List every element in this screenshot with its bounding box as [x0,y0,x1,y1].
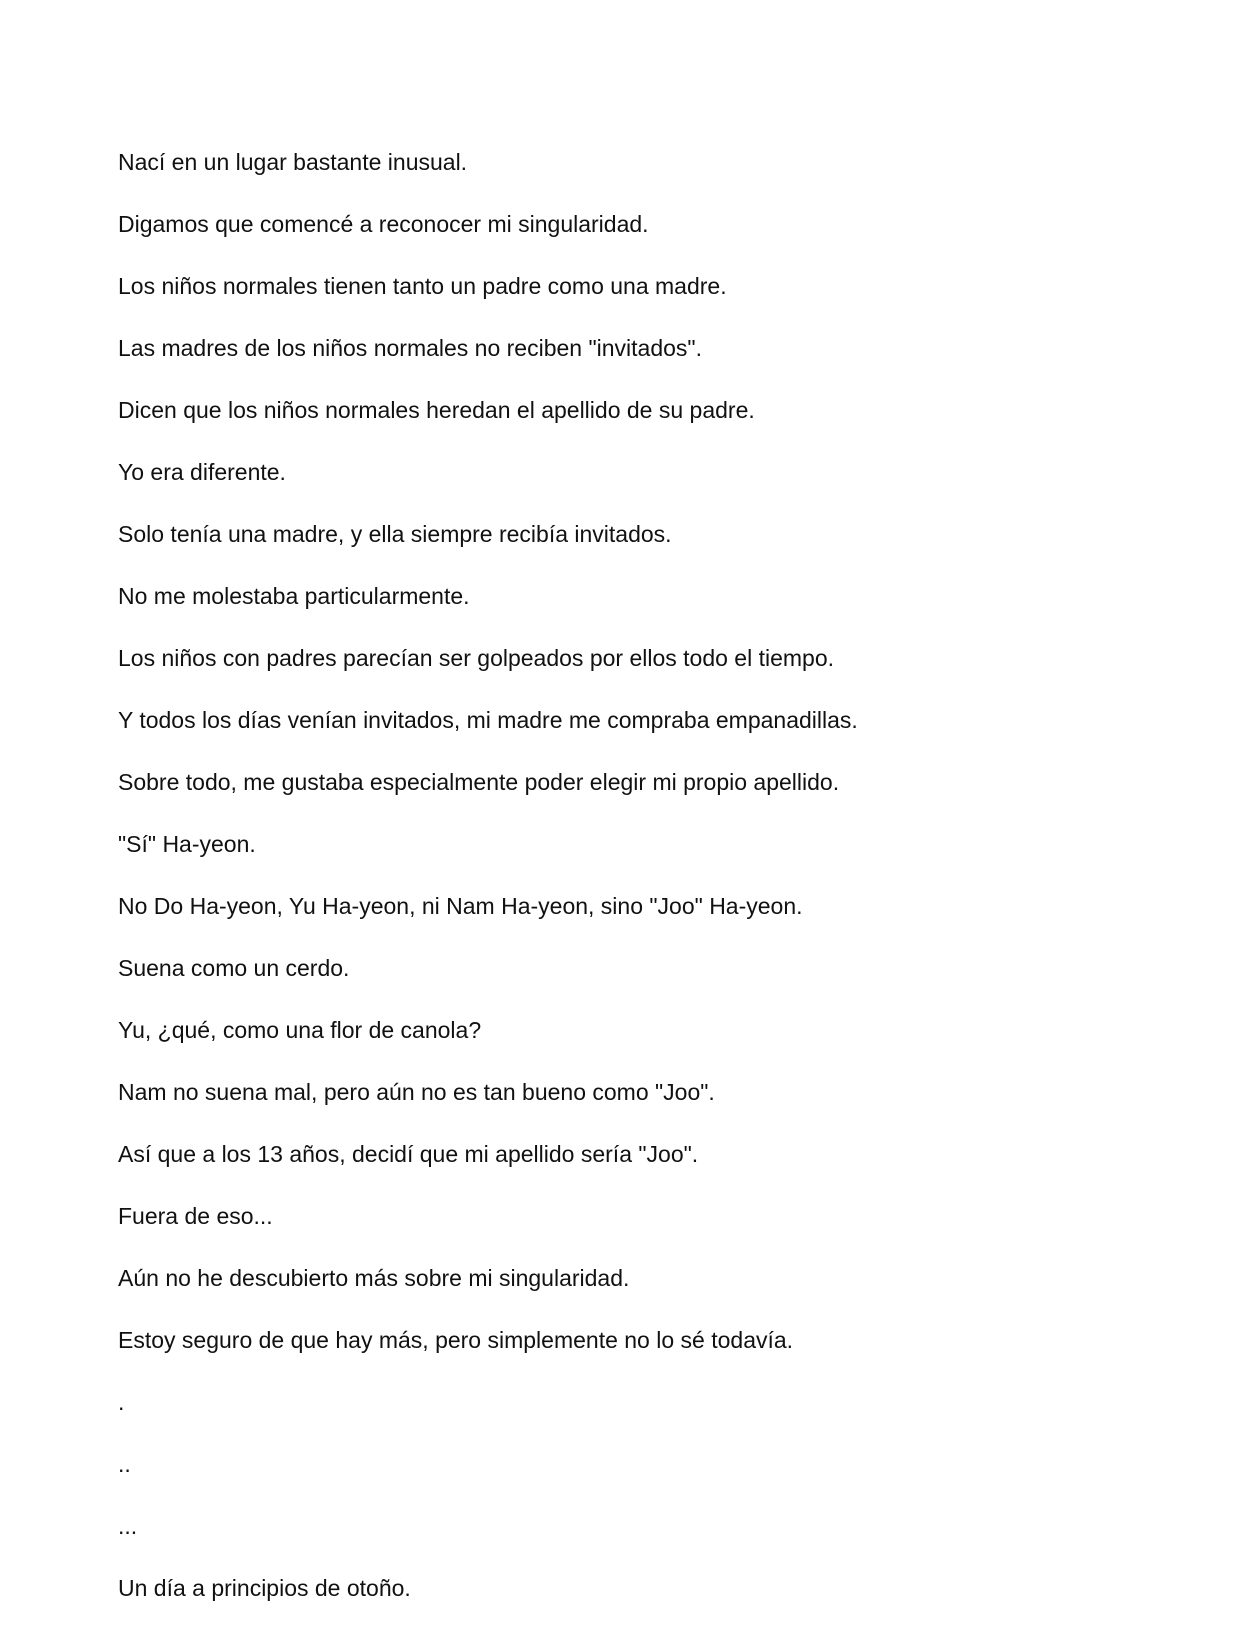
ellipsis-line: ... [118,1513,138,1539]
paragraph-line: Aún no he descubierto más sobre mi singularidad. [118,1265,630,1291]
paragraph-line: Yu, ¿qué, como una flor de canola? [118,1017,482,1043]
paragraph-line: Un día a principios de otoño. [118,1575,411,1601]
paragraph-line: Sobre todo, me gustaba especialmente poder elegir mi propio apellido. [118,769,840,795]
paragraph-line: No me molestaba particularmente. [118,583,470,609]
ellipsis-line: . [118,1389,125,1415]
paragraph-line: Nací en un lugar bastante inusual. [118,149,468,175]
paragraph-line: Y todos los días venían invitados, mi madre me compraba empanadillas. [118,707,858,733]
paragraph-line: Digamos que comencé a reconocer mi singularidad. [118,211,649,237]
ellipsis-line: .. [118,1451,131,1477]
text-body [118,147,1198,1635]
paragraph-line: Nam no suena mal, pero aún no es tan bueno como "Joo". [118,1079,715,1105]
paragraph-line: Dicen que los niños normales heredan el apellido de su padre. [118,397,755,423]
paragraph-line: No Do Ha-yeon, Yu Ha-yeon, ni Nam Ha-yeon, sino "Joo" Ha-yeon. [118,893,803,919]
paragraph-line: Estoy seguro de que hay más, pero simplemente no lo sé todavía. [118,1327,794,1353]
paragraph-line: Yo era diferente. [118,459,286,485]
paragraph-line: Solo tenía una madre, y ella siempre recibía invitados. [118,521,672,547]
paragraph-line: "Sí" Ha-yeon. [118,831,256,857]
paragraph-line: Las madres de los niños normales no reciben "invitados". [118,335,702,361]
paragraph-line: Así que a los 13 años, decidí que mi apellido sería "Joo". [118,1141,699,1167]
paragraph-line: Los niños con padres parecían ser golpeados por ellos todo el tiempo. [118,645,835,671]
paragraph-line: Los niños normales tienen tanto un padre como una madre. [118,273,727,299]
paragraph-line: Fuera de eso... [118,1203,273,1229]
paragraph-line: Suena como un cerdo. [118,955,350,981]
